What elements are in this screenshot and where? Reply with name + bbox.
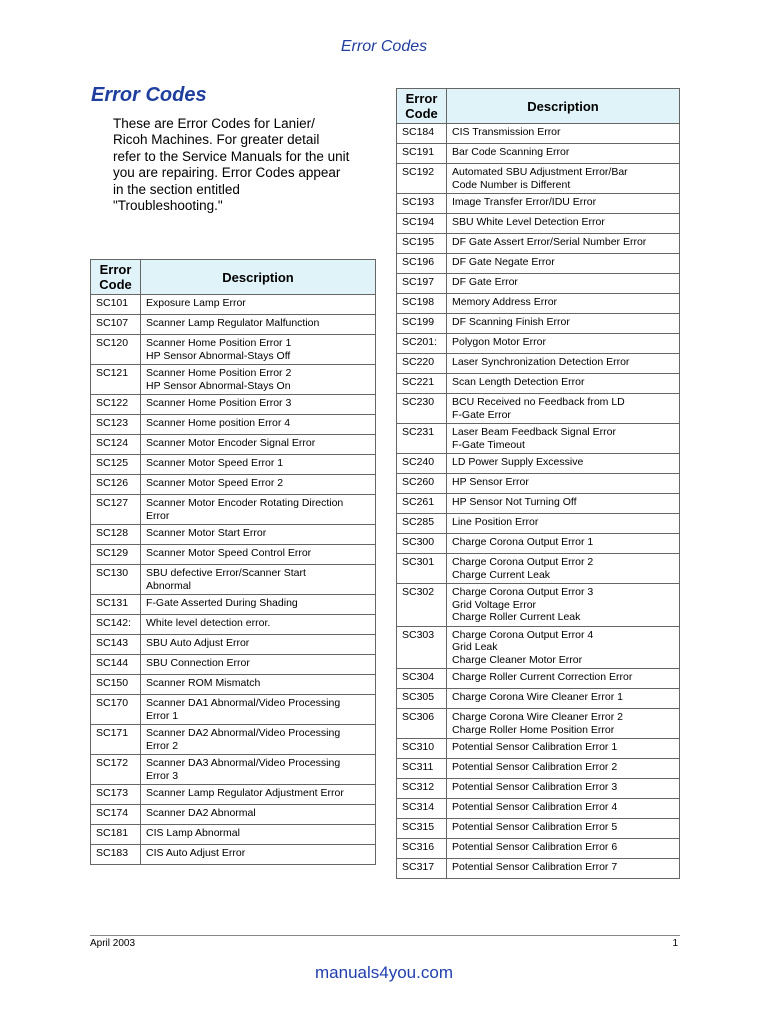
error-code-cell: SC107: [91, 315, 141, 335]
description-line: Grid Leak: [452, 641, 498, 653]
description-cell: [447, 374, 680, 394]
error-code-cell: SC171: [91, 725, 141, 755]
error-code-cell: SC192: [397, 164, 447, 194]
error-code-cell: SC172: [91, 755, 141, 785]
table-row: [91, 475, 376, 495]
description-line: Charge Corona Output Error 1: [452, 536, 594, 548]
description-line: F-Gate Error: [452, 408, 511, 421]
description-cell: [447, 534, 680, 554]
description-line: Potential Sensor Calibration Error 4: [452, 801, 618, 813]
table-row: [397, 759, 680, 779]
table-row: [91, 545, 376, 565]
description-line: Potential Sensor Calibration Error 7: [452, 861, 618, 873]
error-code-cell: SC196: [397, 254, 447, 274]
table-row: [91, 315, 376, 335]
error-code-table-right: [396, 88, 680, 879]
description-cell: [141, 695, 376, 725]
footer-divider: [90, 935, 680, 936]
table-row: [397, 584, 680, 627]
description-line: CIS Auto Adjust Error: [146, 847, 246, 859]
error-code-cell: SC143: [91, 635, 141, 655]
description-cell: [447, 494, 680, 514]
table-row: [397, 669, 680, 689]
table-row: [397, 689, 680, 709]
description-line: Potential Sensor Calibration Error 2: [452, 761, 618, 773]
table-row: [91, 655, 376, 675]
table-row: [397, 799, 680, 819]
description-line: F-Gate Timeout: [452, 438, 525, 451]
description-cell: [141, 545, 376, 565]
description-line: DF Gate Negate Error: [452, 256, 555, 268]
description-line: F-Gate Asserted During Shading: [146, 597, 298, 609]
error-code-cell: SC144: [91, 655, 141, 675]
error-code-cell: SC142:: [91, 615, 141, 635]
intro-line: in the section entitled: [113, 181, 240, 197]
table-header-row: [397, 89, 680, 124]
error-code-cell: SC174: [91, 805, 141, 825]
description-cell: [447, 164, 680, 194]
error-code-cell: SC304: [397, 669, 447, 689]
description-cell: [141, 615, 376, 635]
description-cell: [447, 554, 680, 584]
table-row: [91, 395, 376, 415]
error-code-cell: SC193: [397, 194, 447, 214]
description-line: Charge Roller Current Leak: [452, 611, 581, 623]
table-row: [397, 164, 680, 194]
description-cell: [141, 455, 376, 475]
description-line: Potential Sensor Calibration Error 1: [452, 741, 618, 753]
description-line: Bar Code Scanning Error: [452, 146, 570, 158]
table-row: [397, 274, 680, 294]
error-code-cell: SC183: [91, 845, 141, 865]
description-line: Abnormal: [146, 579, 191, 592]
error-code-cell: SC126: [91, 475, 141, 495]
description-cell: [141, 435, 376, 455]
description-line: CIS Lamp Abnormal: [146, 827, 240, 839]
error-code-cell: SC261: [397, 494, 447, 514]
description-line: Scanner Lamp Regulator Adjustment Error: [146, 787, 344, 799]
error-code-cell: SC301: [397, 554, 447, 584]
table-row: [397, 739, 680, 759]
description-cell: [447, 454, 680, 474]
running-header: Error Codes: [340, 38, 428, 55]
error-code-cell: SC201:: [397, 334, 447, 354]
description-line: DF Gate Error: [452, 276, 518, 288]
description-cell: [447, 234, 680, 254]
description-line: Scanner Motor Encoder Signal Error: [146, 437, 316, 449]
error-code-cell: SC311: [397, 759, 447, 779]
error-code-cell: SC303: [397, 626, 447, 669]
error-code-cell: SC285: [397, 514, 447, 534]
description-cell: [141, 825, 376, 845]
description-line: Laser Beam Feedback Signal Error: [452, 426, 616, 438]
error-code-cell: SC310: [397, 739, 447, 759]
error-code-cell: SC306: [397, 709, 447, 739]
description-cell: [141, 845, 376, 865]
description-line: HP Sensor Not Turning Off: [452, 496, 577, 508]
description-cell: [141, 395, 376, 415]
description-line: Scanner Home Position Error 1: [146, 337, 292, 349]
description-line: Scanner DA1 Abnormal/Video Processing: [146, 697, 341, 709]
table-row: [91, 435, 376, 455]
footer-date: April 2003: [90, 938, 136, 949]
description-line: White level detection error.: [146, 617, 271, 629]
description-cell: [447, 474, 680, 494]
description-line: Scan Length Detection Error: [452, 376, 585, 388]
table-body: [397, 124, 680, 879]
description-cell: [447, 394, 680, 424]
table-row: [397, 779, 680, 799]
error-code-cell: SC150: [91, 675, 141, 695]
description-cell: [447, 799, 680, 819]
table-row: [397, 374, 680, 394]
description-cell: [141, 565, 376, 595]
description-cell: [447, 739, 680, 759]
table-row: [397, 234, 680, 254]
table-row: [397, 254, 680, 274]
description-line: Charge Corona Output Error 4: [452, 628, 594, 641]
table-row: [397, 314, 680, 334]
page-title: Error Codes: [91, 84, 207, 106]
description-line: Charge Current Leak: [452, 568, 551, 581]
description-line: Scanner Motor Speed Error 1: [146, 457, 284, 469]
error-code-cell: SC314: [397, 799, 447, 819]
table-row: [91, 785, 376, 805]
table-row: [91, 755, 376, 785]
error-code-cell: SC302: [397, 584, 447, 627]
description-line: Charge Corona Output Error 2: [452, 556, 594, 568]
table-row: [397, 454, 680, 474]
description-line: Potential Sensor Calibration Error 6: [452, 841, 618, 853]
error-code-cell: SC195: [397, 234, 447, 254]
description-cell: [447, 314, 680, 334]
table-row: [91, 295, 376, 315]
description-line: Charge Corona Output Error 3: [452, 586, 594, 598]
table-row: [397, 839, 680, 859]
error-code-cell: SC128: [91, 525, 141, 545]
error-code-cell: SC220: [397, 354, 447, 374]
intro-line: refer to the Service Manuals for the unit: [113, 148, 350, 164]
description-line: HP Sensor Abnormal-Stays Off: [146, 349, 291, 362]
error-code-header: [91, 260, 141, 295]
description-line: Error 1: [146, 709, 179, 722]
table-row: [397, 334, 680, 354]
description-line: HP Sensor Error: [452, 476, 529, 488]
error-code-cell: SC221: [397, 374, 447, 394]
description-cell: [447, 144, 680, 164]
description-line: Code Number is Different: [452, 178, 571, 191]
error-code-cell: SC315: [397, 819, 447, 839]
error-code-table-left: [90, 259, 376, 865]
error-code-cell: SC124: [91, 435, 141, 455]
description-cell: [141, 805, 376, 825]
description-line: Potential Sensor Calibration Error 3: [452, 781, 618, 793]
error-code-cell: SC199: [397, 314, 447, 334]
description-line: Laser Synchronization Detection Error: [452, 356, 630, 368]
table-row: [91, 365, 376, 395]
intro-line: you are repairing. Error Codes appear: [113, 165, 341, 181]
description-line: Scanner ROM Mismatch: [146, 677, 261, 689]
description-line: Scanner Home Position Error 2: [146, 367, 292, 379]
description-line: SBU Auto Adjust Error: [146, 637, 250, 649]
error-code-cell: SC316: [397, 839, 447, 859]
error-code-cell: SC129: [91, 545, 141, 565]
description-cell: [447, 294, 680, 314]
table-row: [397, 626, 680, 669]
description-line: Scanner DA3 Abnormal/Video Processing: [146, 757, 341, 769]
intro-line: Ricoh Machines. For greater detail: [113, 132, 320, 148]
table-row: [397, 214, 680, 234]
error-code-cell: SC300: [397, 534, 447, 554]
error-code-cell: SC120: [91, 335, 141, 365]
table-row: [397, 819, 680, 839]
table-row: [397, 424, 680, 454]
table-row: [91, 725, 376, 755]
description-line: Grid Voltage Error: [452, 598, 537, 611]
table-row: [91, 825, 376, 845]
description-cell: [447, 859, 680, 879]
error-code-cell: SC317: [397, 859, 447, 879]
description-line: Charge Roller Current Correction Error: [452, 671, 633, 683]
error-code-cell: SC191: [397, 144, 447, 164]
error-code-cell: SC184: [397, 124, 447, 144]
description-line: Scanner Home position Error 4: [146, 417, 291, 429]
description-cell: [141, 785, 376, 805]
error-code-cell: SC260: [397, 474, 447, 494]
description-line: Charge Roller Home Position Error: [452, 723, 615, 736]
error-code-cell: SC127: [91, 495, 141, 525]
description-cell: [141, 365, 376, 395]
description-line: Error 3: [146, 769, 179, 782]
table-row: [397, 394, 680, 424]
description-line: Charge Corona Wire Cleaner Error 1: [452, 691, 623, 703]
description-cell: [141, 335, 376, 365]
table-row: [397, 354, 680, 374]
description-line: Scanner DA2 Abnormal: [146, 807, 256, 819]
error-code-cell: SC231: [397, 424, 447, 454]
intro-paragraph: [113, 116, 363, 214]
description-line: Scanner Motor Speed Error 2: [146, 477, 284, 489]
page-number: 1: [672, 938, 678, 949]
table-row: [397, 494, 680, 514]
description-cell: [447, 514, 680, 534]
description-cell: [141, 755, 376, 785]
description-cell: [447, 709, 680, 739]
description-line: Scanner Motor Encoder Rotating Direction: [146, 497, 344, 509]
description-cell: [447, 779, 680, 799]
error-code-cell: SC181: [91, 825, 141, 845]
table-row: [91, 495, 376, 525]
table-row: [397, 294, 680, 314]
description-line: Scanner Motor Speed Control Error: [146, 547, 312, 559]
description-cell: [447, 194, 680, 214]
description-line: Scanner Motor Start Error: [146, 527, 267, 539]
table-row: [91, 615, 376, 635]
error-code-header: [397, 89, 447, 124]
table-row: [397, 194, 680, 214]
description-line: CIS Transmission Error: [452, 126, 561, 138]
description-cell: [447, 584, 680, 627]
description-cell: [141, 415, 376, 435]
description-line: BCU Received no Feedback from LD: [452, 396, 625, 408]
description-line: SBU Connection Error: [146, 657, 250, 669]
description-cell: [141, 675, 376, 695]
description-line: Exposure Lamp Error: [146, 297, 246, 309]
error-code-cell: SC170: [91, 695, 141, 725]
header-text: Error: [99, 262, 132, 277]
table-row: [397, 474, 680, 494]
error-code-cell: SC305: [397, 689, 447, 709]
error-code-cell: SC130: [91, 565, 141, 595]
description-cell: [447, 124, 680, 144]
error-code-cell: SC198: [397, 294, 447, 314]
description-line: Memory Address Error: [452, 296, 558, 308]
description-line: SBU White Level Detection Error: [452, 216, 605, 228]
description-cell: [141, 595, 376, 615]
table-row: [397, 514, 680, 534]
description-cell: [447, 839, 680, 859]
description-line: DF Scanning Finish Error: [452, 316, 570, 328]
error-code-cell: SC230: [397, 394, 447, 424]
table-row: [91, 335, 376, 365]
error-code-cell: SC125: [91, 455, 141, 475]
table-row: [91, 525, 376, 545]
description-header: Description: [447, 89, 680, 124]
description-line: LD Power Supply Excessive: [452, 456, 584, 468]
description-cell: [447, 424, 680, 454]
error-code-cell: SC131: [91, 595, 141, 615]
error-code-cell: SC240: [397, 454, 447, 474]
table-row: [397, 554, 680, 584]
error-code-cell: SC122: [91, 395, 141, 415]
table-row: [91, 635, 376, 655]
error-code-cell: SC123: [91, 415, 141, 435]
description-cell: [447, 626, 680, 669]
description-line: Image Transfer Error/IDU Error: [452, 196, 597, 208]
table-row: [397, 144, 680, 164]
description-cell: [141, 315, 376, 335]
description-cell: [447, 334, 680, 354]
table-row: [91, 595, 376, 615]
description-cell: [447, 354, 680, 374]
description-cell: [141, 295, 376, 315]
description-line: Charge Cleaner Motor Error: [452, 653, 583, 666]
table-body: [91, 295, 376, 865]
table-row: [91, 455, 376, 475]
table-row: [397, 709, 680, 739]
description-cell: [447, 759, 680, 779]
description-cell: [141, 725, 376, 755]
table-row: [91, 565, 376, 595]
description-line: Line Position Error: [452, 516, 539, 528]
description-cell: [141, 655, 376, 675]
description-line: Polygon Motor Error: [452, 336, 546, 348]
description-line: Scanner DA2 Abnormal/Video Processing: [146, 727, 341, 739]
intro-line: "Troubleshooting.": [113, 198, 223, 214]
description-line: Automated SBU Adjustment Error/Bar: [452, 166, 628, 178]
error-code-cell: SC194: [397, 214, 447, 234]
table-row: [91, 805, 376, 825]
description-header: Description: [141, 260, 376, 295]
description-cell: [447, 214, 680, 234]
description-cell: [141, 635, 376, 655]
description-line: Error 2: [146, 739, 179, 752]
description-cell: [447, 254, 680, 274]
description-line: SBU defective Error/Scanner Start: [146, 567, 306, 579]
error-code-cell: SC121: [91, 365, 141, 395]
error-code-cell: SC173: [91, 785, 141, 805]
description-cell: [447, 689, 680, 709]
table-row: [397, 124, 680, 144]
description-cell: [141, 495, 376, 525]
description-cell: [447, 819, 680, 839]
description-line: HP Sensor Abnormal-Stays On: [146, 379, 291, 392]
intro-line: These are Error Codes for Lanier/: [113, 116, 315, 131]
header-text: Code: [99, 277, 132, 292]
table-row: [397, 859, 680, 879]
table-row: [91, 675, 376, 695]
error-code-cell: SC197: [397, 274, 447, 294]
table-row: [91, 845, 376, 865]
table-row: [91, 695, 376, 725]
description-cell: [447, 669, 680, 689]
table-row: [397, 534, 680, 554]
table-row: [91, 415, 376, 435]
header-text: Code: [405, 106, 438, 121]
description-line: Potential Sensor Calibration Error 5: [452, 821, 618, 833]
description-line: Error: [146, 509, 170, 522]
description-cell: [447, 274, 680, 294]
header-text: Error: [405, 91, 438, 106]
description-line: Scanner Lamp Regulator Malfunction: [146, 317, 320, 329]
error-code-cell: SC101: [91, 295, 141, 315]
description-cell: [141, 525, 376, 545]
table-header-row: [91, 260, 376, 295]
error-code-cell: SC312: [397, 779, 447, 799]
watermark-link[interactable]: manuals4you.com: [315, 963, 453, 982]
description-line: Scanner Home Position Error 3: [146, 397, 292, 409]
description-line: DF Gate Assert Error/Serial Number Error: [452, 236, 647, 248]
description-cell: [141, 475, 376, 495]
description-line: Charge Corona Wire Cleaner Error 2: [452, 711, 623, 723]
